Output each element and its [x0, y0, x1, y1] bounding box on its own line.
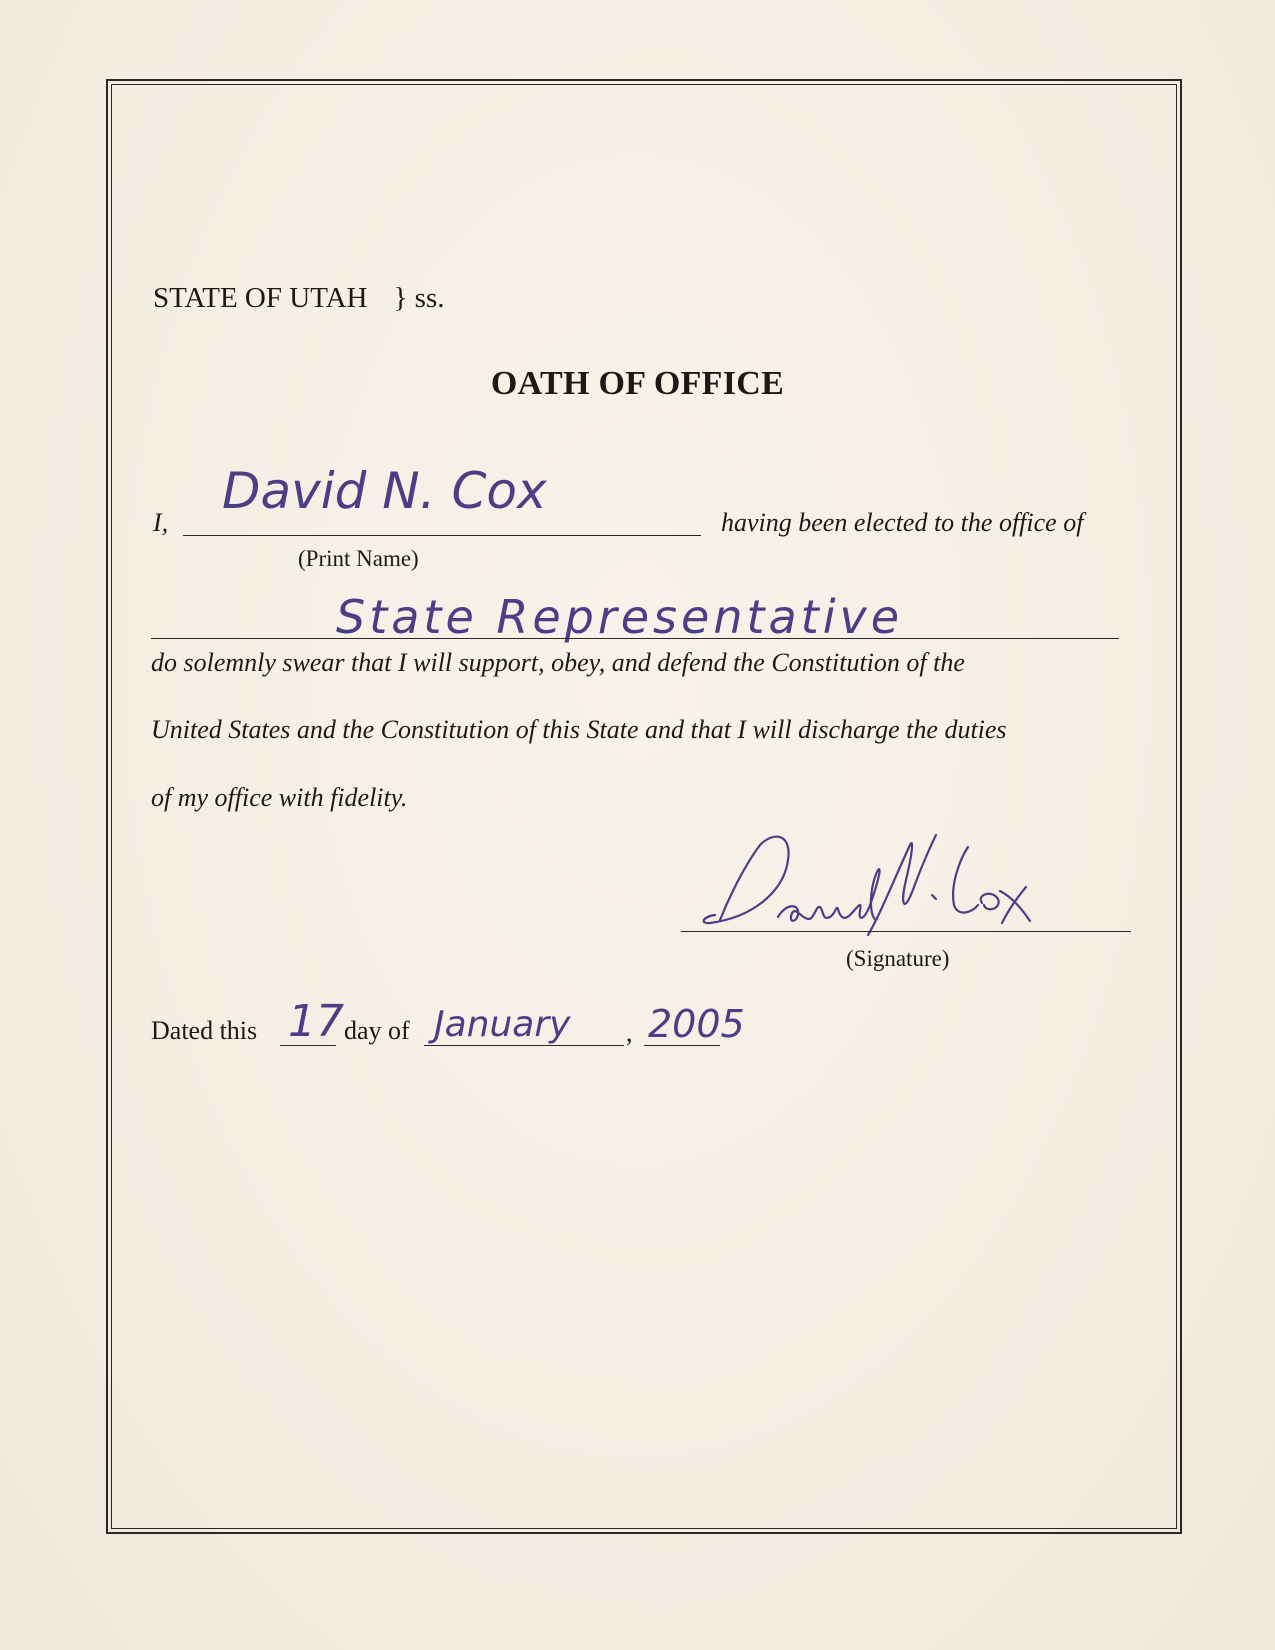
dated-label: Dated this	[151, 1016, 258, 1045]
venue-suffix: } ss.	[393, 282, 445, 314]
office-underline	[151, 638, 1119, 639]
handwritten-year: 2005	[648, 1002, 745, 1046]
oath-line-3: of my office with fidelity.	[151, 783, 408, 812]
elected-phrase: having been elected to the office of	[721, 508, 1084, 537]
date-comma: ,	[626, 1018, 633, 1047]
document-title: OATH OF OFFICE	[490, 365, 785, 402]
dated-line	[151, 1016, 257, 1046]
print-name-caption: (Print Name)	[298, 546, 419, 571]
signature-drawing	[700, 825, 1080, 955]
handwritten-day: 17	[288, 996, 344, 1047]
handwritten-name: David N. Cox	[222, 462, 547, 520]
state-venue-line	[153, 282, 444, 315]
name-underline	[183, 535, 701, 536]
handwritten-office: State Representative	[336, 590, 904, 644]
signature-caption: (Signature)	[846, 946, 950, 971]
oath-line-2: United States and the Constitution of this State and that I will discharge the duties	[151, 715, 1007, 744]
state-label: STATE OF UTAH	[153, 282, 368, 314]
pronoun-text: I,	[153, 508, 169, 537]
oath-line-1: do solemnly swear that I will support, obey, and defend the Constitution of the	[151, 648, 965, 677]
day-of-label: day of	[344, 1016, 410, 1045]
signature-underline	[681, 931, 1131, 932]
handwritten-month: January	[434, 1004, 571, 1045]
month-underline	[424, 1045, 624, 1046]
